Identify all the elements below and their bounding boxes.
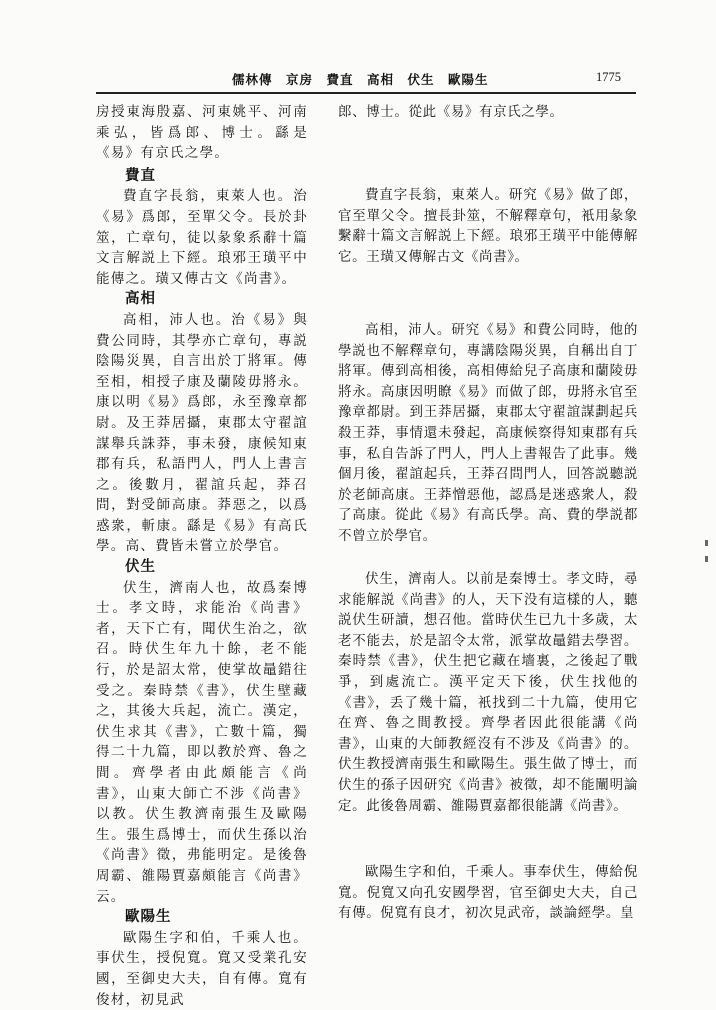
scan-edge-mark [705, 556, 708, 562]
section-text-feizhi: 費直字長翁，東萊人也。治《易》爲郎，至單父令。長於卦筮，亡章句，徒以彖象系辭十篇文言解説上下經。琅邪王璜平中能傳之。璜又傳古文《尚書》。 [96, 188, 308, 287]
scan-edge-mark [705, 540, 708, 546]
page-number: 1775 [596, 70, 621, 84]
section-title-fusheng: 伏生 [125, 558, 156, 576]
section-title-ouyangsheng: 歐陽生 [125, 908, 172, 926]
translation-paragraph-ouyangsheng [338, 862, 638, 924]
translation-paragraph-feizhi [338, 185, 638, 267]
translation-intro: 郎、博士。從此《易》有京氏之學。 [338, 104, 564, 120]
translation-text-feizhi: 費直字長翁，東萊人。研究《易》做了郎，官至單父令。擅長卦筮，不解釋章句，衹用彖象繫辭十篇文言解説上下經。琅邪王璜平中能傳解它。王璜又傳解古文《尚書》。 [338, 187, 638, 265]
section-text-gaoxiang: 高相，沛人也。治《易》與費公同時，其學亦亡章句，專説陰陽災異，自言出於丁將軍。傳至相，相授子康及蘭陵毋將永。康以明《易》爲郎，永至豫章都尉。及王莽居攝，東郡太守翟誼謀舉兵誅莽，事未發，康候知東郡有兵，私語門人，門人上書言之。後數月，翟誼兵起，莽召問，對受師高康。莽惡之，以爲惑衆，斬康。繇是《易》有高氏學。高、費皆未嘗立於學官。 [96, 311, 308, 555]
original-text-column [96, 102, 308, 1010]
running-head: 儒林傳 京房 費直 高相 伏生 歐陽生 [232, 72, 489, 87]
translation-paragraph-gaoxiang [338, 320, 638, 547]
intro-paragraph: 房授東海殷嘉、河東姚平、河南乘弘，皆爲郎、博士。繇是《易》有京氏之學。 [96, 104, 308, 162]
translation-text-gaoxiang: 高相，沛人。研究《易》和費公同時，他的學説也不解釋章句，專講陰陽災異，自稱出自丁將軍。傳到高相後，高相傳給兒子高康和蘭陵毋將永。高康因明瞭《易》而做了郎，毋將永官至豫章都尉。到王莽居攝，東郡太守翟誼謀劃起兵殺王莽，事情還未發起，高康候察得知東郡有兵事，私自告訴了門人，門人上書報告了此事。幾個月後，翟誼起兵，王莽召問門人，回答説聽説於老師高康。王莽憎惡他，認爲是迷惑衆人，殺了高康。從此《易》有高氏學。高、費的學説都不曾立於學官。 [338, 322, 638, 544]
translation-column [338, 102, 638, 123]
translation-text-ouyangsheng: 歐陽生字和伯，千乘人。事奉伏生，傳給倪寬。倪寬又向孔安國學習，官至御史大夫，自己有傳。倪寬有良才，初次見武帝，談論經學。皇 [338, 864, 638, 922]
section-title-feizhi: 費直 [125, 166, 156, 184]
section-text-fusheng: 伏生，濟南人也，故爲秦博士。孝文時，求能治《尚書》者，天下亡有，聞伏生治之，欲召。時伏生年九十餘，老不能行，於是詔太常，使掌故鼂錯往受之。秦時禁《書》，伏生壁藏之，其後大兵起，流亡。漢定，伏生求其《書》，亡數十篇，獨得二十九篇，即以教於齊、魯之間。齊學者由此頗能言《尚書》，山東大師亡不涉《尚書》以教。伏生教濟南張生及歐陽生。張生爲博士，而伏生孫以治《尚書》徵，弗能明定。是後魯周霸、雒陽賈嘉頗能言《尚書》云。 [96, 579, 308, 905]
translation-text-fusheng: 伏生，濟南人。以前是秦博士。孝文時，尋求能解説《尚書》的人，天下没有這樣的人，聽説伏生研讀，想召他。當時伏生已九十多歲，太老不能去，於是詔令太常，派掌故鼂錯去學習。秦時禁《書》，伏生把它藏在墻裏，之後起了戰爭，到處流亡。漢平定天下後，伏生找他的《書》，丢了幾十篇，衹找到二十九篇，使用它在齊、魯之間教授。齊學者因此很能講《尚書》，山東的大師教經沒有不涉及《尚書》的。伏生教授濟南張生和歐陽生。張生做了博士，而伏生的孫子因研究《尚書》被徵，却不能闡明論定。此後魯周霸、雒陽賈嘉都很能講《尚書》。 [338, 571, 638, 814]
translation-paragraph-fusheng [338, 569, 638, 816]
section-title-gaoxiang: 高相 [125, 290, 156, 308]
section-text-ouyangsheng: 歐陽生字和伯，千乘人也。事伏生，授倪寬。寬又受業孔安國，至御史大夫，自有傳。寬有俊材，初見武 [96, 929, 308, 1008]
header-rule [96, 92, 636, 94]
